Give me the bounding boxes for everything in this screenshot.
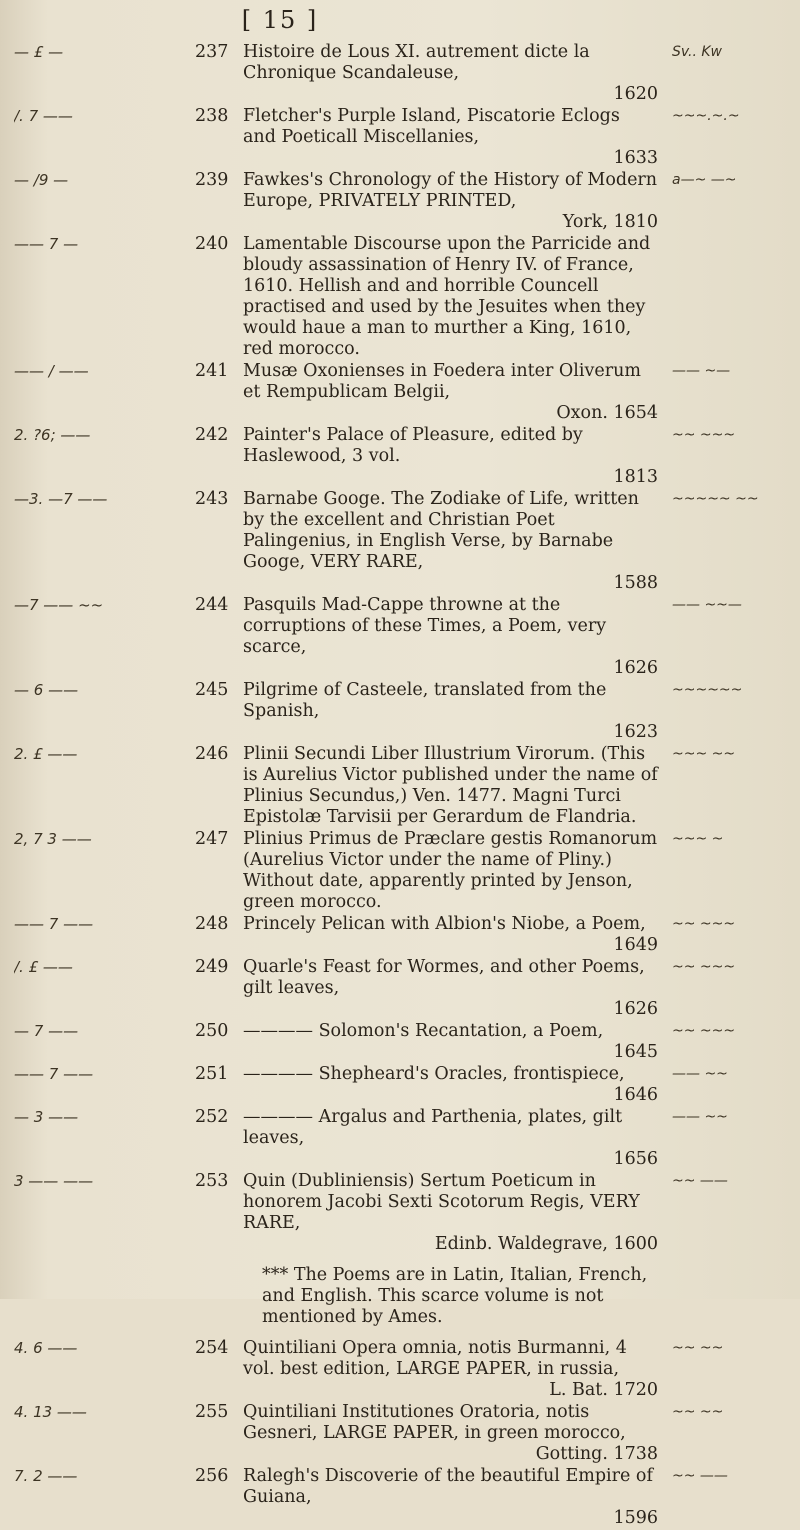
catalogue-entry [0, 1338, 724, 1401]
entry-imprint: 1626 [613, 999, 658, 1019]
lot-number: 249 [195, 957, 229, 977]
entry-text: Quintiliani Opera omnia, notis Burmanni, 4 vol. best edition, LARGE PAPER, in russia, [243, 1338, 627, 1379]
lot-number: 247 [195, 829, 229, 849]
catalogue-entry [0, 234, 658, 360]
entry-imprint: Oxon. 1654 [556, 403, 658, 423]
entry-text: Plinii Secundi Liber Illustrium Virorum. (This is Aurelius Victor published under the name of Plinius Secundus,) Ven. 1477. Magni Turci Epistolæ Tarvisii per Gerardum de Flandria. [243, 744, 658, 827]
lot-number: 248 [195, 914, 229, 934]
lot-number: 241 [195, 361, 229, 381]
entry-imprint: 1596 [613, 1508, 658, 1528]
lot-number: 242 [195, 425, 229, 445]
entry-text: Histoire de Lous XI. autrement dicte la Chronique Scandaleuse, [243, 42, 590, 83]
handwritten-buyer-right: ~~ ~~ [672, 1404, 724, 1420]
handwritten-price-left: —— 7 — [14, 235, 79, 253]
lot-number: 240 [195, 234, 229, 254]
handwritten-price-left: 2. £ —— [14, 745, 78, 763]
catalogue-entry [0, 361, 731, 424]
lot-number: 256 [195, 1466, 229, 1486]
entry-imprint: York, 1810 [562, 212, 658, 232]
catalogue-entry [0, 595, 742, 679]
entry-imprint: 1649 [613, 935, 658, 955]
catalogue-entries [0, 42, 800, 1530]
handwritten-price-left: —— / —— [14, 362, 89, 380]
lot-number: 254 [195, 1338, 229, 1358]
lot-number: 253 [195, 1171, 229, 1191]
entry-text: Pilgrime of Casteele, translated from the Spanish, [243, 680, 607, 721]
handwritten-buyer-right: ~~ —— [672, 1468, 728, 1484]
handwritten-buyer-right: ~~~~~ ~~ [672, 491, 759, 507]
handwritten-price-left: —7 —— ~~ [14, 596, 104, 614]
handwritten-price-left: 2. ?6; —— [14, 426, 91, 444]
handwritten-price-left: 4. 6 —— [14, 1339, 78, 1357]
catalogue-entry [0, 1171, 728, 1255]
lot-number: 239 [195, 170, 229, 190]
handwritten-buyer-right: ~~ ~~ [672, 1340, 724, 1356]
entry-text: Painter's Palace of Pleasure, edited by Haslewood, 3 vol. [243, 425, 583, 466]
entry-text: ———— Shepheard's Oracles, frontispiece, [243, 1064, 625, 1084]
catalogue-entry [0, 1107, 728, 1170]
handwritten-price-left: /. £ —— [14, 958, 73, 976]
entry-imprint: Gotting. 1738 [535, 1444, 658, 1464]
editorial-note: *** The Poems are in Latin, Italian, French, and English. This scarce volume is not mentioned by Ames. [262, 1265, 648, 1327]
entry-text: Quintiliani Institutiones Oratoria, notis Gesneri, LARGE PAPER, in green morocco, [243, 1402, 626, 1443]
handwritten-price-left: 3 —— —— [14, 1172, 94, 1190]
handwritten-price-left: 7. 2 —— [14, 1467, 78, 1485]
entry-imprint: 1813 [613, 467, 658, 487]
handwritten-buyer-right: ~~ ~~~ [672, 959, 736, 975]
entry-imprint: 1626 [613, 658, 658, 678]
entry-text: Barnabe Googe. The Zodiake of Life, written by the excellent and Christian Poet Palingenius, in English Verse, by Barnabe Googe, VERY RARE, [243, 489, 639, 572]
catalogue-entry [0, 914, 736, 956]
entry-text: Pasquils Mad-Cappe throwne at the corruptions of these Times, a Poem, very scarce, [243, 595, 607, 657]
handwritten-buyer-right: ~~~~~~ [672, 682, 743, 698]
handwritten-buyer-right: ~~~ ~~ [672, 746, 736, 762]
lot-number: 250 [195, 1021, 229, 1041]
entry-text: Quarle's Feast for Wormes, and other Poems, gilt leaves, [243, 957, 645, 998]
entry-text: Lamentable Discourse upon the Parricide and bloudy assassination of Henry IV. of France, 1610. Hellish and and horrible Councell practised and used by the Jesuites when they would haue a man to murther a King, 1610, red morocco. [243, 234, 651, 359]
handwritten-buyer-right: ~~ ~~~ [672, 916, 736, 932]
entry-text: ———— Solomon's Recantation, a Poem, [243, 1021, 604, 1041]
entry-list [0, 42, 800, 1255]
entry-text: Musæ Oxonienses in Foedera inter Oliverum et Rempublicam Belgii, [243, 361, 641, 402]
catalogue-entry [0, 957, 736, 1020]
entry-list [0, 1338, 800, 1529]
entry-imprint: L. Bat. 1720 [549, 1380, 658, 1400]
handwritten-buyer-right: ~~~ ~ [672, 831, 724, 847]
handwritten-price-left: 2, 7 3 —— [14, 830, 92, 848]
handwritten-price-left: — /9 — [14, 171, 69, 189]
handwritten-buyer-right: ~~ —— [672, 1173, 728, 1189]
handwritten-buyer-right: —— ~~ [672, 1109, 728, 1125]
handwritten-buyer-right: Sv.. Kw [672, 44, 723, 60]
catalogue-entry [0, 489, 759, 594]
entry-text: Quin (Dubliniensis) Sertum Poeticum in honorem Jacobi Sexti Scotorum Regis, VERY RARE, [243, 1171, 640, 1233]
handwritten-buyer-right: ~~~.~.~ [672, 108, 740, 124]
handwritten-price-left: —— 7 —— [14, 915, 94, 933]
catalogue-entry [0, 42, 723, 105]
handwritten-price-left: — 7 —— [14, 1022, 79, 1040]
entry-text: Plinius Primus de Præclare gestis Romanorum (Aurelius Victor under the name of Pliny.) Without date, apparently printed by Jenson, green morocco. [243, 829, 658, 912]
catalogue-entry [0, 170, 737, 233]
entry-imprint: Edinb. Waldegrave, 1600 [434, 1234, 658, 1254]
catalogue-entry [0, 425, 736, 488]
lot-number: 255 [195, 1402, 229, 1422]
catalogue-entry [0, 1021, 736, 1063]
catalogue-entry [0, 106, 740, 169]
entry-imprint: 1646 [613, 1085, 658, 1105]
catalogue-entry [0, 1064, 728, 1106]
entry-text: Fletcher's Purple Island, Piscatorie Eclogs and Poeticall Miscellanies, [243, 106, 620, 147]
page-number: [ 15 ] [241, 6, 319, 34]
lot-number: 245 [195, 680, 229, 700]
lot-number: 238 [195, 106, 229, 126]
handwritten-price-left: 4. 13 —— [14, 1403, 87, 1421]
handwritten-price-left: — 6 —— [14, 681, 79, 699]
handwritten-buyer-right: —— ~— [672, 363, 731, 379]
lot-number: 244 [195, 595, 229, 615]
catalogue-entry [0, 1466, 728, 1529]
catalogue-entry [0, 744, 736, 828]
lot-number: 243 [195, 489, 229, 509]
catalogue-entry [0, 680, 743, 743]
handwritten-buyer-right: ~~ ~~~ [672, 1023, 736, 1039]
lot-number: 252 [195, 1107, 229, 1127]
handwritten-buyer-right: —— ~~— [672, 597, 742, 613]
entry-text: ———— Argalus and Parthenia, plates, gilt leaves, [243, 1107, 623, 1148]
handwritten-price-left: — £ — [14, 43, 64, 61]
handwritten-price-left: /. 7 —— [14, 107, 73, 125]
catalogue-entry [0, 1402, 724, 1465]
catalogue-entry [0, 829, 724, 913]
lot-number: 237 [195, 42, 229, 62]
entry-imprint: 1588 [613, 573, 658, 593]
entry-imprint: 1656 [613, 1149, 658, 1169]
entry-imprint: 1633 [613, 148, 658, 168]
handwritten-price-left: — 3 —— [14, 1108, 79, 1126]
handwritten-buyer-right: —— ~~ [672, 1066, 728, 1082]
entry-text: Ralegh's Discoverie of the beautiful Empire of Guiana, [243, 1466, 653, 1507]
lot-number: 246 [195, 744, 229, 764]
handwritten-buyer-right: a—~ —~ [672, 172, 737, 188]
handwritten-buyer-right: ~~ ~~~ [672, 427, 736, 443]
entry-text: Fawkes's Chronology of the History of Modern Europe, PRIVATELY PRINTED, [243, 170, 658, 211]
handwritten-price-left: —— 7 —— [14, 1065, 94, 1083]
entry-text: Princely Pelican with Albion's Niobe, a Poem, [243, 914, 646, 934]
entry-imprint: 1645 [613, 1042, 658, 1062]
entry-imprint: 1620 [613, 84, 658, 104]
handwritten-price-left: —3. —7 —— [14, 490, 108, 508]
entry-imprint: 1623 [613, 722, 658, 742]
lot-number: 251 [195, 1064, 229, 1084]
